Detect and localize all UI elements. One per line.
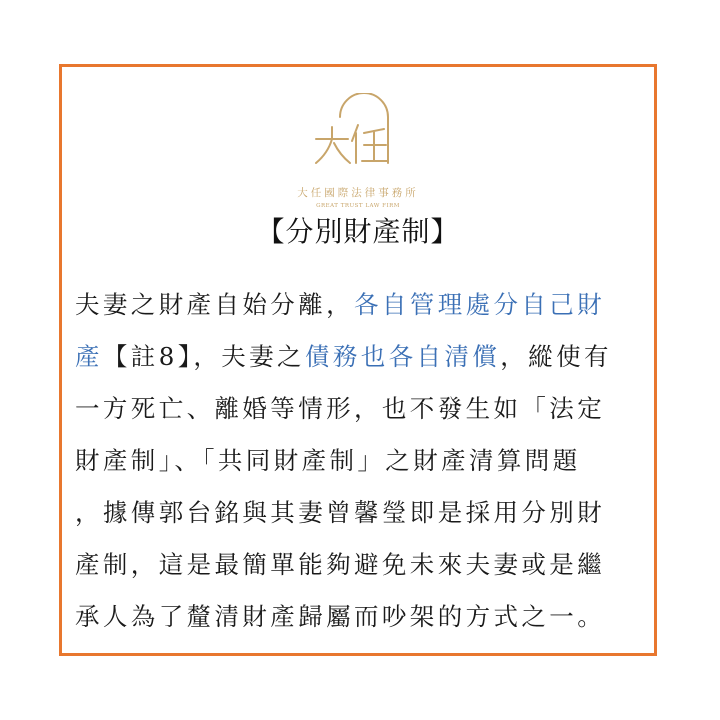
body-line <box>75 591 651 643</box>
body-paragraph <box>75 279 651 643</box>
body-text-segment: 財產制」、「共同財產制」之財產清算問題 <box>75 446 581 475</box>
body-text-segment: 承人為了釐清財產歸屬而吵架的方式之一。 <box>75 602 606 631</box>
body-line <box>75 331 651 383</box>
body-line <box>75 383 651 435</box>
firm-name-chinese: 大任國際法律事務所 <box>297 187 419 199</box>
body-text-segment: ，縱使有 <box>500 342 612 371</box>
body-text-segment: 夫妻之財產自始分離， <box>75 290 354 319</box>
body-text-segment: 一方死亡、離婚等情形，也不發生如「法定 <box>75 394 606 423</box>
highlighted-text: 債務也各自清償 <box>304 342 501 371</box>
firm-logo <box>62 93 654 209</box>
body-text-segment: 產制，這是最簡單能夠避免未來夫妻或是繼 <box>75 550 606 579</box>
body-text-segment: 【註8】，夫妻之 <box>102 342 305 371</box>
highlighted-text: 產 <box>75 342 103 371</box>
article-card <box>59 64 657 656</box>
body-line <box>75 279 651 331</box>
body-line <box>75 487 651 539</box>
body-text-segment: ，據傳郭台銘與其妻曾馨瑩即是採用分別財 <box>75 498 606 527</box>
body-line <box>75 435 651 487</box>
section-title: 【分別財產制】 <box>256 215 460 248</box>
body-line <box>75 539 651 591</box>
firm-name-english: GREAT TRUST LAW FIRM <box>316 203 400 209</box>
highlighted-text: 各自管理處分自己財 <box>354 290 606 319</box>
firm-logo-mark <box>310 93 406 177</box>
